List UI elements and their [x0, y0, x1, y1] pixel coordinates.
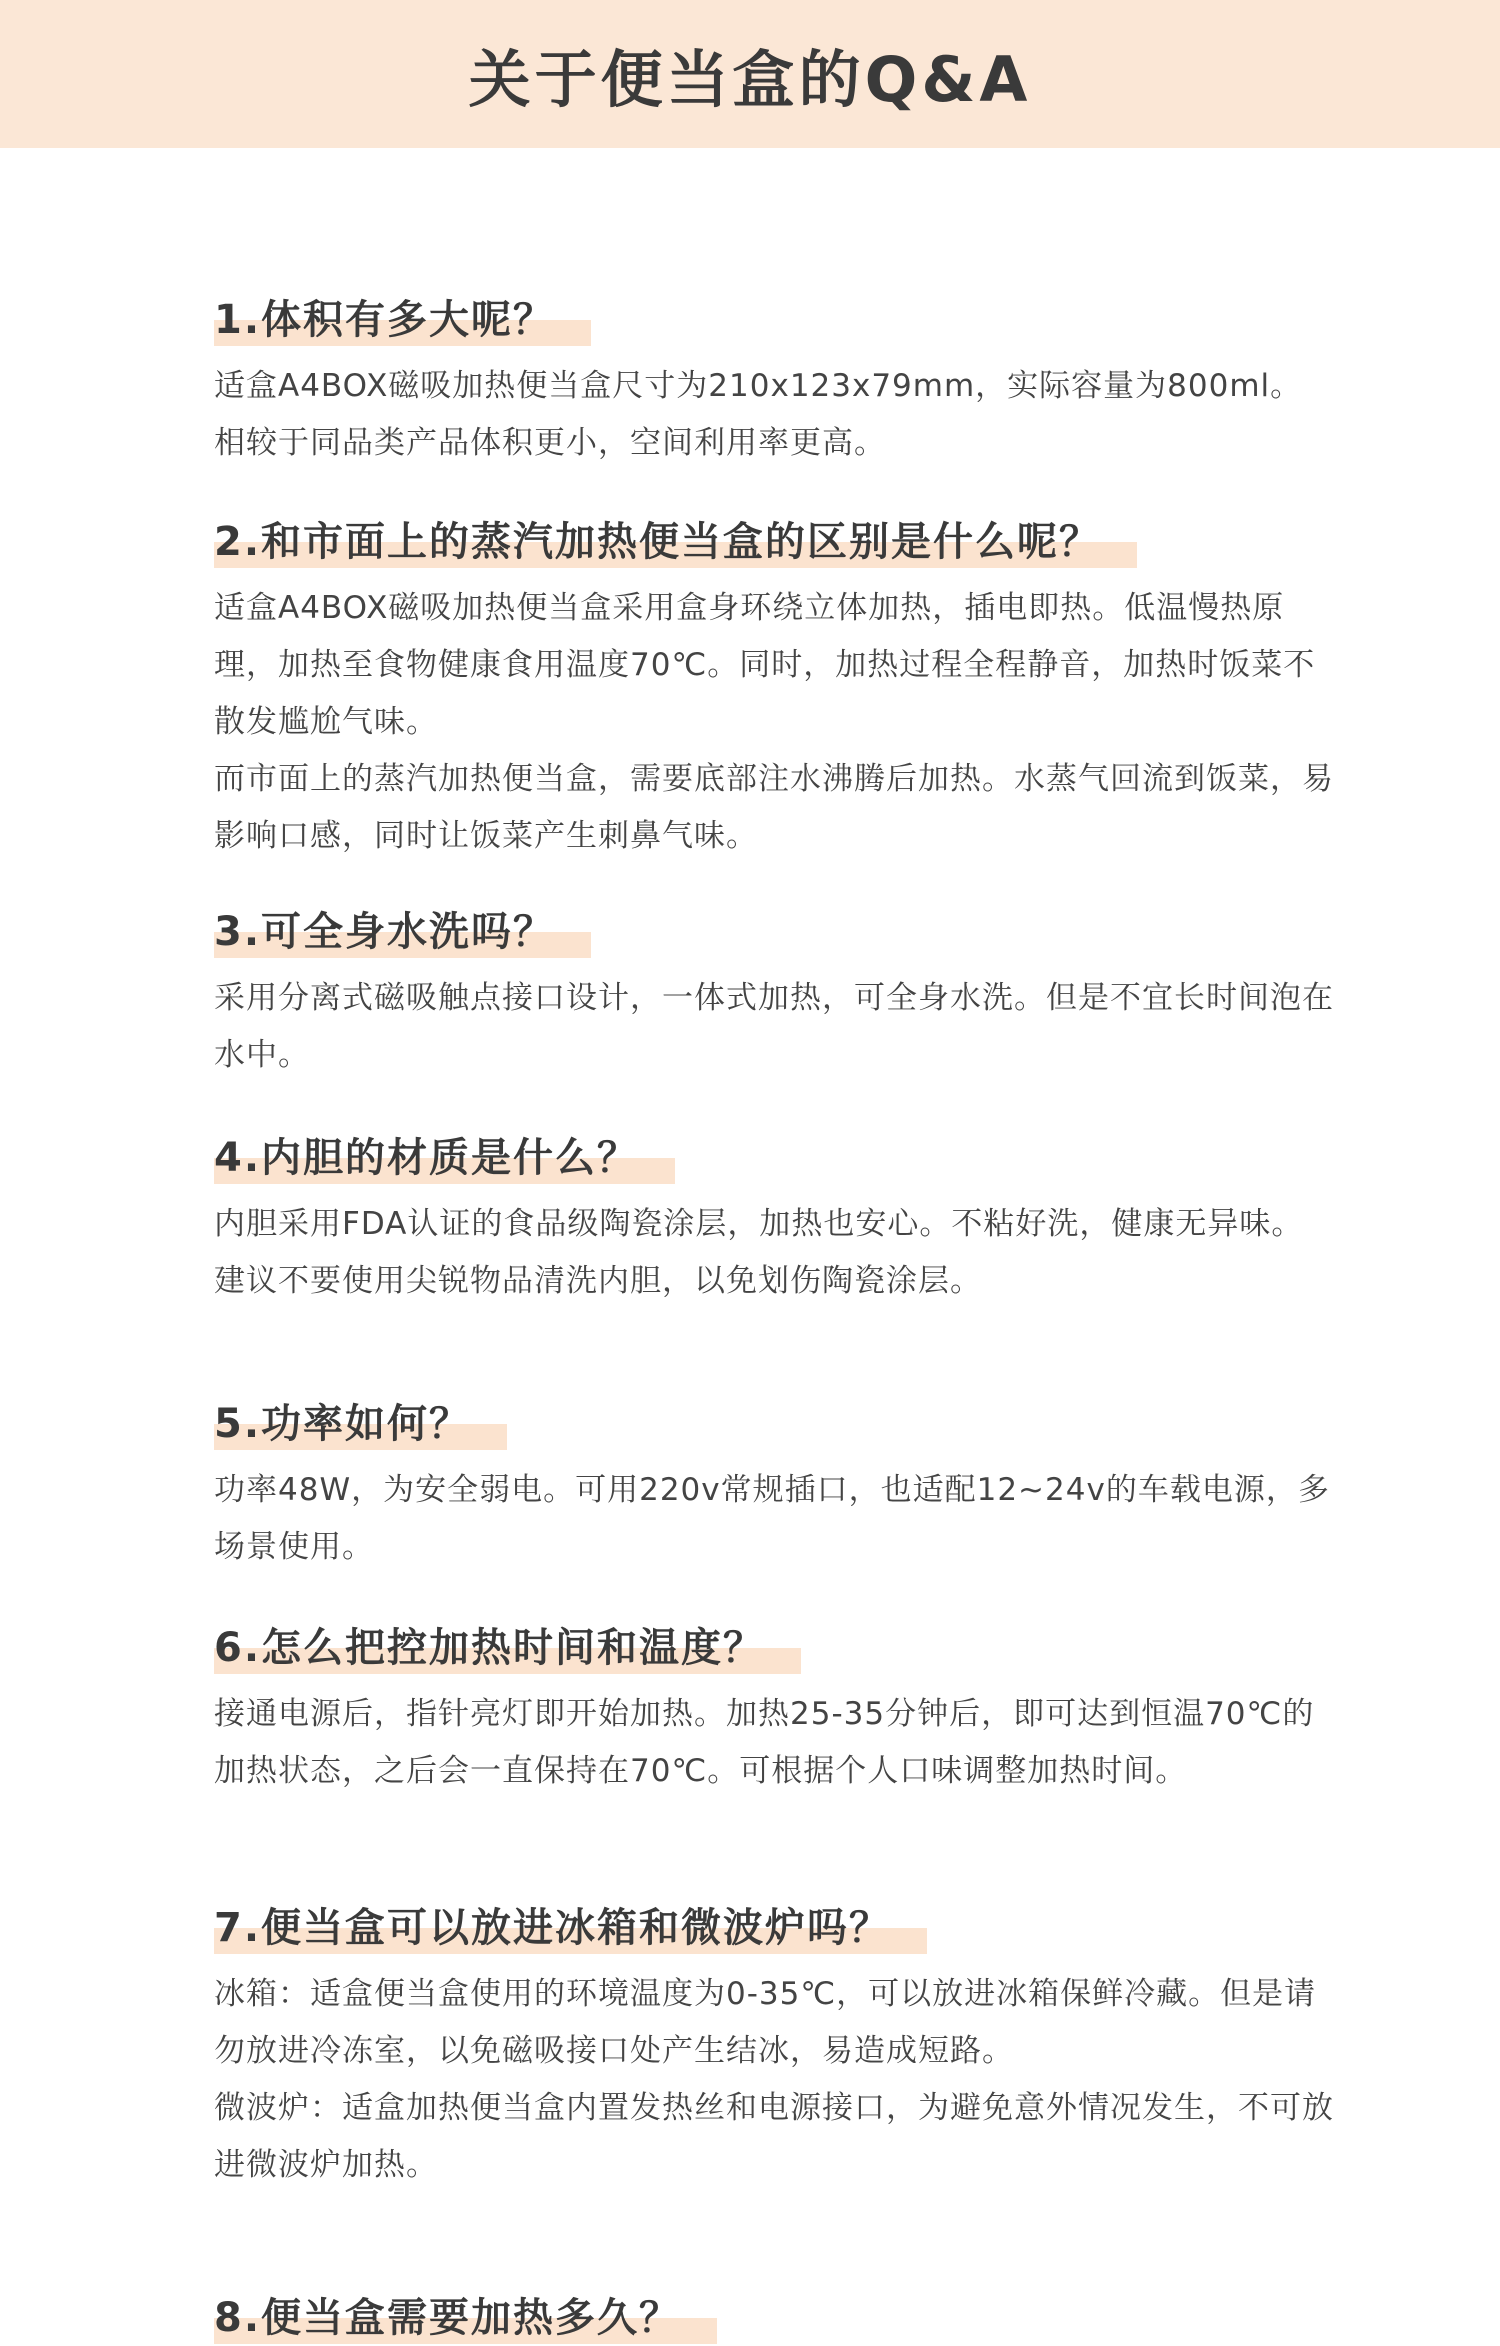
answer-3 — [214, 970, 1334, 1084]
answer-2-paragraph-2: 而市面上的蒸汽加热便当盒，需要底部注水沸腾后加热。水蒸气回流到饭菜，易影响口感，同时让饭菜产生刺鼻气味。 — [214, 761, 1334, 854]
answer-2 — [214, 580, 1334, 865]
answer-6 — [214, 1686, 1334, 1800]
question-5: 5.功率如何？ — [214, 1396, 507, 1452]
question-4: 4.内胆的材质是什么？ — [214, 1130, 675, 1186]
answer-7-paragraph-1: 冰箱：适盒便当盒使用的环境温度为0-35℃，可以放进冰箱保鲜冷藏。但是请勿放进冷冻室，以免磁吸接口处产生结冰，易造成短路。 — [214, 1976, 1317, 2069]
answer-1-paragraph-1: 适盒A4BOX磁吸加热便当盒尺寸为210x123x79mm，实际容量为800ml。相较于同品类产品体积更小，空间利用率更高。 — [214, 368, 1303, 461]
answer-7-paragraph-2: 微波炉：适盒加热便当盒内置发热丝和电源接口，为避免意外情况发生，不可放进微波炉加热。 — [214, 2090, 1334, 2183]
answer-5-paragraph-1: 功率48W，为安全弱电。可用220v常规插口，也适配12~24v的车载电源，多场景使用。 — [214, 1472, 1330, 1565]
question-8: 8.便当盒需要加热多久？ — [214, 2290, 717, 2346]
answer-2-paragraph-1: 适盒A4BOX磁吸加热便当盒采用盒身环绕立体加热，插电即热。低温慢热原理，加热至食物健康食用温度70℃。同时，加热过程全程静音，加热时饭菜不散发尴尬气味。 — [214, 590, 1316, 740]
question-1: 1.体积有多大呢？ — [214, 292, 591, 348]
question-7: 7.便当盒可以放进冰箱和微波炉吗？ — [214, 1900, 927, 1956]
answer-3-paragraph-1: 采用分离式磁吸触点接口设计，一体式加热，可全身水洗。但是不宜长时间泡在水中。 — [214, 980, 1334, 1073]
answer-4 — [214, 1196, 1334, 1310]
qa-item-4 — [214, 1130, 1334, 1310]
answer-6-paragraph-1: 接通电源后，指针亮灯即开始加热。加热25-35分钟后，即可达到恒温70℃的加热状态，之后会一直保持在70℃。可根据个人口味调整加热时间。 — [214, 1696, 1315, 1789]
answer-7 — [214, 1966, 1334, 2194]
title-banner — [0, 0, 1500, 148]
qa-item-8 — [214, 2290, 1334, 2346]
question-3: 3.可全身水洗吗？ — [214, 904, 591, 960]
answer-1 — [214, 358, 1334, 472]
answer-4-paragraph-1: 内胆采用FDA认证的食品级陶瓷涂层，加热也安心。不粘好洗，健康无异味。建议不要使用尖锐物品清洗内胆，以免划伤陶瓷涂层。 — [214, 1206, 1304, 1299]
qa-item-6 — [214, 1620, 1334, 1800]
qa-item-1 — [214, 292, 1334, 472]
qa-item-7 — [214, 1900, 1334, 2194]
question-6: 6.怎么把控加热时间和温度？ — [214, 1620, 801, 1676]
page-title: 关于便当盒的Q&A — [468, 43, 1032, 116]
qa-item-2 — [214, 514, 1334, 865]
question-2: 2.和市面上的蒸汽加热便当盒的区别是什么呢？ — [214, 514, 1137, 570]
answer-5 — [214, 1462, 1334, 1576]
qa-item-3 — [214, 904, 1334, 1084]
qa-item-5 — [214, 1396, 1334, 1576]
